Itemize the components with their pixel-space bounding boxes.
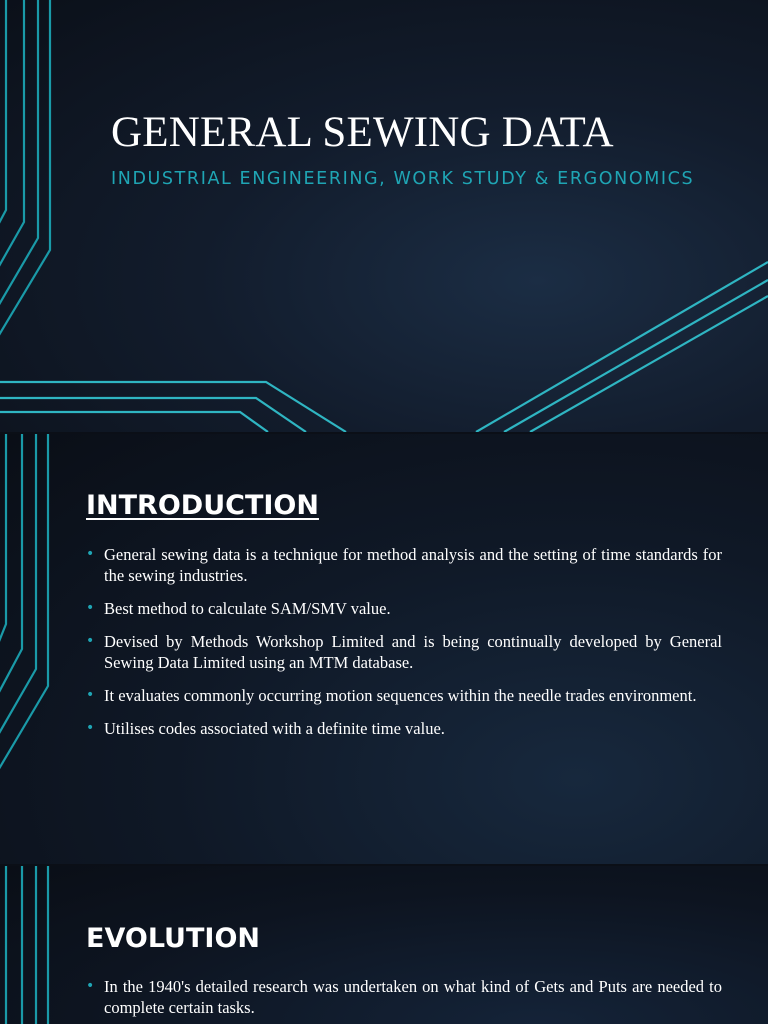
bullet-icon: • <box>86 720 95 736</box>
list-item <box>86 976 722 1018</box>
bullet-list <box>86 976 722 1024</box>
bullet-text: Utilises codes associated with a definite time value. <box>104 719 445 738</box>
bullet-icon: • <box>86 978 95 994</box>
bullet-icon: • <box>86 546 95 562</box>
section-heading: INTRODUCTION <box>86 490 319 521</box>
title-slide <box>0 0 768 432</box>
evolution-slide <box>0 866 768 1024</box>
bullet-list <box>86 544 722 751</box>
section-heading: EVOLUTION <box>86 923 260 954</box>
bullet-text: General sewing data is a technique for method analysis and the setting of time standards for the sewing industries. <box>104 545 722 585</box>
bullet-text: Devised by Methods Workshop Limited and is being continually developed by General Sewing Data Limited using an MTM database. <box>104 632 722 672</box>
presentation-subtitle: INDUSTRIAL ENGINEERING, WORK STUDY & ERGONOMICS <box>111 169 695 189</box>
list-item <box>86 544 722 586</box>
bullet-icon: • <box>86 633 95 649</box>
bullet-text: Best method to calculate SAM/SMV value. <box>104 599 391 618</box>
introduction-slide <box>0 434 768 864</box>
bullet-icon: • <box>86 600 95 616</box>
circuit-line-decoration <box>0 0 768 432</box>
bullet-text: In the 1940's detailed research was undertaken on what kind of Gets and Puts are needed to complete certain tasks. <box>104 977 722 1017</box>
list-item <box>86 631 722 673</box>
list-item <box>86 685 722 706</box>
presentation-title: GENERAL SEWING DATA <box>111 109 614 156</box>
list-item <box>86 598 722 619</box>
list-item <box>86 718 722 739</box>
bullet-text: It evaluates commonly occurring motion sequences within the needle trades environment. <box>104 686 697 705</box>
bullet-icon: • <box>86 687 95 703</box>
